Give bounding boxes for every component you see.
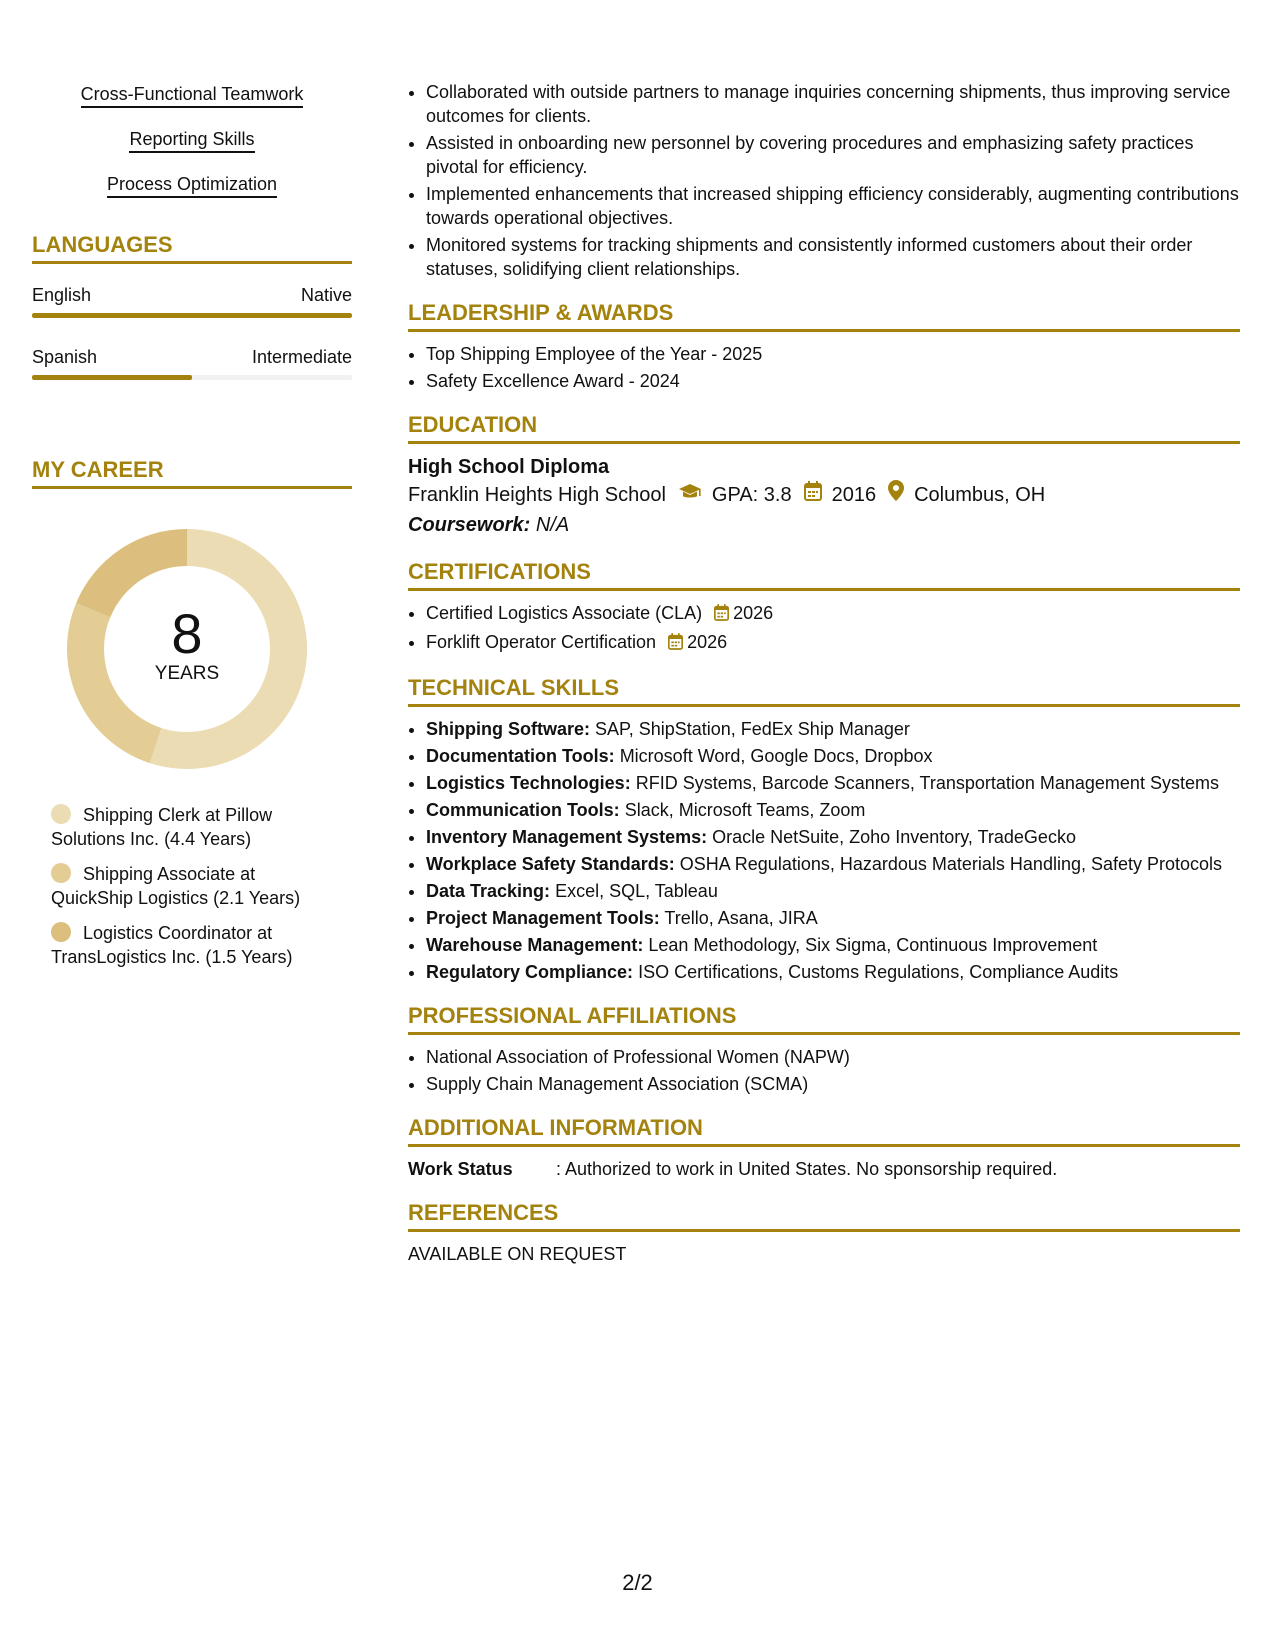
skill-values: Excel, SQL, Tableau [555,881,718,901]
award-item: • Top Shipping Employee of the Year - 2025 [426,342,1240,366]
technical-skills-heading: TECHNICAL SKILLS [408,674,1240,707]
education-heading: EDUCATION [408,411,1240,444]
coursework-value: N/A [535,514,570,536]
career-legend-item [51,862,331,910]
language-name: Spanish [32,347,98,367]
certification-item [426,601,1240,627]
education-school: Franklin Heights High School [408,484,666,506]
skill-category: Project Management Tools: [426,908,660,928]
language-proficiency-fill [32,375,192,380]
awards-list [408,342,1240,393]
technical-skill-item [426,825,1240,849]
language-row [32,284,352,306]
technical-skill-item [426,906,1240,930]
skill-item: Reporting Skills [129,129,254,153]
graduation-cap-icon [678,480,702,510]
education-gpa: GPA: 3.8 [711,484,792,506]
technical-skill-item [426,960,1240,984]
legend-dot [51,863,71,883]
certification-name: Forklift Operator Certification [426,632,657,652]
certification-name: Certified Logistics Associate (CLA) [426,603,703,623]
references-heading: REFERENCES [408,1199,1240,1232]
technical-skill-item [426,852,1240,876]
language-row [32,346,352,368]
language-proficiency-bar [32,313,352,318]
award-item: • Safety Excellence Award - 2024 [426,369,1240,393]
language-proficiency-bar [32,375,352,380]
calendar-icon [668,632,683,656]
technical-skill-item [426,798,1240,822]
affiliation-item: • Supply Chain Management Association (SCMA) [426,1072,1240,1096]
experience-bullets [408,80,1240,281]
experience-bullet: • Implemented enhancements that increased shipping efficiency considerably, augmenting contributions towards operational objectives. [426,182,1240,230]
skill-values: Lean Methodology, Six Sigma, Continuous Improvement [648,935,1098,955]
legend-label: Shipping Clerk at Pillow Solutions Inc. (4.4 Years) [51,805,273,849]
career-donut-chart [67,529,307,769]
career-heading: MY CAREER [32,456,352,489]
skill-item: Process Optimization [107,174,277,198]
language-level: Intermediate [251,347,352,367]
skill-category: Inventory Management Systems: [426,827,708,847]
skill-category: Communication Tools: [426,800,620,820]
affiliation-item: • National Association of Professional Women (NAPW) [426,1045,1240,1069]
technical-skill-item [426,933,1240,957]
skill-category: Logistics Technologies: [426,773,631,793]
location-pin-icon [888,480,904,510]
work-status-value: : Authorized to work in United States. No sponsorship required. [556,1159,1058,1179]
technical-skill-item [426,744,1240,768]
skill-values: Oracle NetSuite, Zoho Inventory, TradeGecko [712,827,1076,847]
skill-values: Microsoft Word, Google Docs, Dropbox [619,746,933,766]
languages-heading: LANGUAGES [32,231,352,264]
certifications-heading: CERTIFICATIONS [408,558,1240,591]
language-proficiency-fill [32,313,352,318]
certification-year: 2026 [687,632,728,652]
additional-info-heading: ADDITIONAL INFORMATION [408,1114,1240,1147]
technical-skill-item [426,771,1240,795]
technical-skills-list [408,717,1240,984]
page-number: 2/2 [622,1570,653,1595]
certification-item [426,630,1240,656]
language-level: Native [300,285,352,305]
technical-skill-item [426,717,1240,741]
skill-values: SAP, ShipStation, FedEx Ship Manager [595,719,910,739]
education-degree: High School Diploma [408,456,610,478]
work-status-label: Work Status [408,1159,513,1179]
skill-category: Regulatory Compliance: [426,962,634,982]
left-column [32,84,352,980]
career-total-years: 8 [171,602,203,665]
skill-category: Warehouse Management: [426,935,644,955]
career-total-unit: YEARS [154,663,220,684]
skill-category: Documentation Tools: [426,746,615,766]
coursework-label: Coursework: [408,514,531,536]
career-legend [32,803,331,969]
skill-values: Trello, Asana, JIRA [664,908,818,928]
affiliations-list [408,1045,1240,1096]
education-coursework [408,510,1240,540]
career-legend-item [51,803,331,851]
certifications-list [408,601,1240,656]
career-legend-item [51,921,331,969]
affiliations-heading: PROFESSIONAL AFFILIATIONS [408,1002,1240,1035]
calendar-icon [714,603,729,627]
skill-values: Slack, Microsoft Teams, Zoom [624,800,866,820]
right-column [408,80,1240,1266]
skill-category: Shipping Software: [426,719,590,739]
legend-dot [51,922,71,942]
donut-center [67,529,307,769]
skill-values: ISO Certifications, Customs Regulations, Compliance Audits [638,962,1119,982]
education-year: 2016 [831,484,877,506]
calendar-icon [804,480,822,510]
skill-values: OSHA Regulations, Hazardous Materials Handling, Safety Protocols [679,854,1223,874]
skill-category: Workplace Safety Standards: [426,854,675,874]
experience-bullet: • Assisted in onboarding new personnel by covering procedures and emphasizing safety practices pivotal for efficiency. [426,131,1240,179]
legend-dot [51,804,71,824]
work-status-row [408,1157,1240,1181]
technical-skill-item [426,879,1240,903]
skill-item: Cross-Functional Teamwork [81,84,304,108]
skill-values: RFID Systems, Barcode Scanners, Transportation Management Systems [635,773,1219,793]
experience-bullet: • Collaborated with outside partners to manage inquiries concerning shipments, thus improving service outcomes for clients. [426,80,1240,128]
education-location: Columbus, OH [914,484,1046,506]
legend-label: Shipping Associate at QuickShip Logistics (2.1 Years) [51,864,301,908]
experience-bullet: • Monitored systems for tracking shipments and consistently informed customers about their order statuses, solidifying client relationships. [426,233,1240,281]
legend-label: Logistics Coordinator at TransLogistics Inc. (1.5 Years) [51,923,293,967]
skill-category: Data Tracking: [426,881,551,901]
language-name: English [32,285,92,305]
references-text: AVAILABLE ON REQUEST [408,1244,627,1264]
awards-heading: LEADERSHIP & AWARDS [408,299,1240,332]
certification-year: 2026 [733,603,774,623]
education-details [408,480,1240,510]
